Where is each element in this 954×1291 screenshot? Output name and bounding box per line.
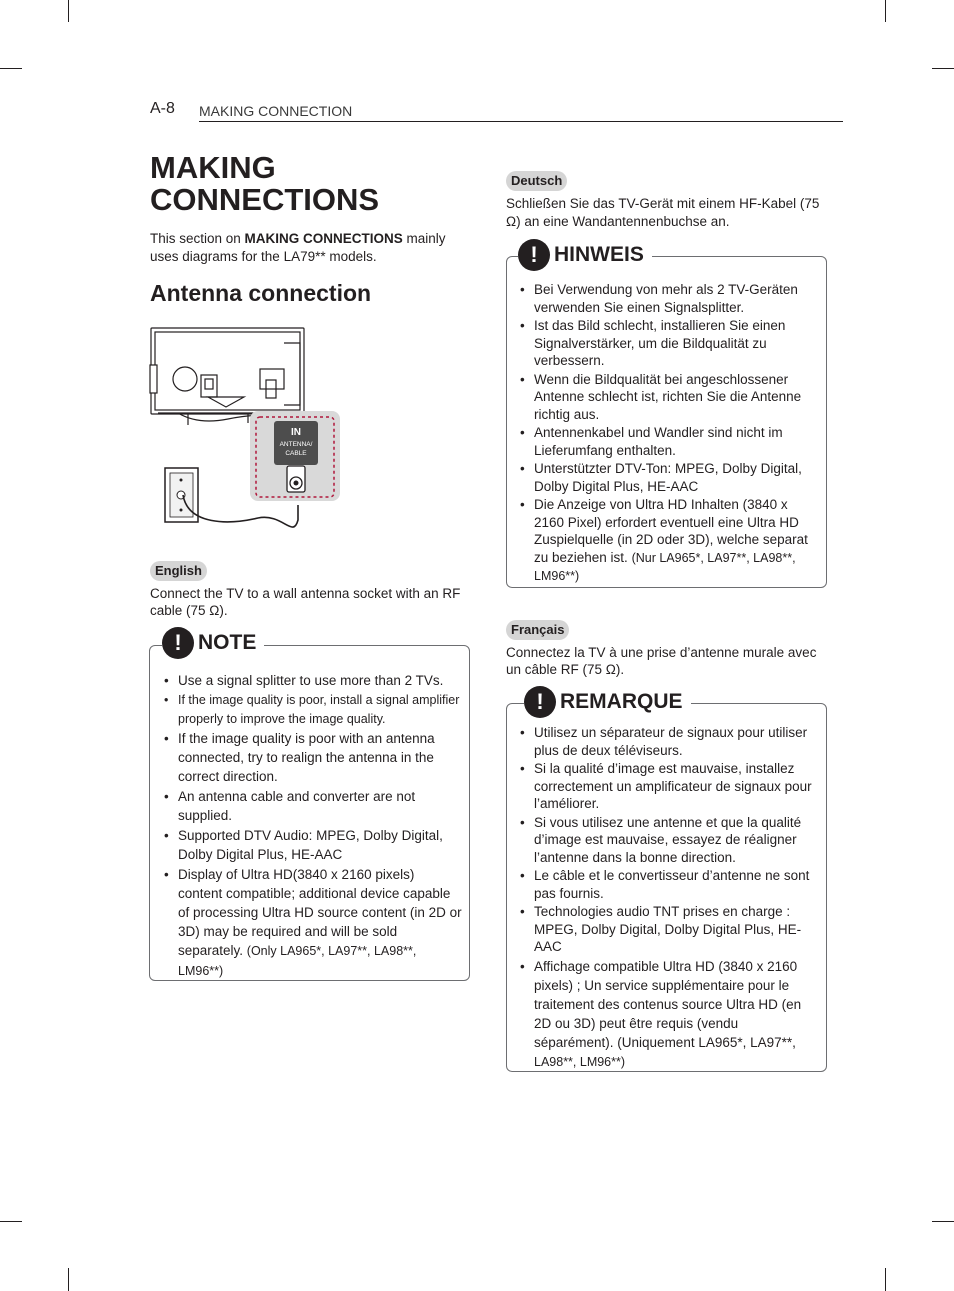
running-header: MAKING CONNECTION bbox=[199, 103, 353, 119]
hinweis-box-title: HINWEIS bbox=[554, 243, 644, 266]
intro-paragraph bbox=[150, 230, 475, 266]
list-item: • Bei Verwendung von mehr als 2 TV-Geräten verwenden Sie einen Signalsplitter. bbox=[520, 281, 818, 317]
section-heading: Antenna connection bbox=[150, 280, 372, 306]
list-item: • Antennenkabel und Wandler sind nicht im Lieferumfang enthalten. bbox=[520, 424, 818, 460]
crop-mark bbox=[68, 1268, 69, 1291]
header-rule bbox=[199, 121, 843, 122]
language-label-english: English bbox=[150, 561, 207, 581]
list-item: • Affichage compatible Ultra HD (3840 x 2160 pixels) ; Un service supplémentaire pour le traitement des contenus source Ultra HD (en 2D ou 3D) peut être requis (vendu séparément). (Uniquement LA965*, LA97**, LA98**, LM96**) bbox=[520, 957, 818, 1072]
list-item: • Si la qualité d’image est mauvaise, installez correctement un amplificateur de signaux pour l’améliorer. bbox=[520, 760, 818, 814]
note-box-title: NOTE bbox=[198, 631, 257, 654]
list-item: • Die Anzeige von Ultra HD Inhalten (3840 x 2160 Pixel) erfordert eventuell eine Ultra HD Zuspielquelle (in 2D oder 3D), welche separat zu beziehen ist. (Nur LA965*, LA97**, LA98**, LM96**) bbox=[520, 496, 818, 586]
hinweis-box-header bbox=[518, 239, 652, 271]
list-item: • Display of Ultra HD(3840 x 2160 pixels) content compatible; additional device capable of processing Ultra HD source content (in 2D or 3D) may be required and will be sold separately. (Only LA965*, LA97**, LA98**, LM96**) bbox=[164, 865, 462, 981]
list-item: • Si vous utilisez une antenne et que la qualité d’image est mauvaise, essayez de réaligner l’antenne dans la bonne direction. bbox=[520, 814, 818, 868]
list-item: • If the image quality is poor, install a signal amplifier properly to improve the image quality. bbox=[164, 691, 462, 729]
port-callout bbox=[250, 411, 340, 501]
exclamation-icon: ! bbox=[518, 239, 550, 271]
language-label-deutsch: Deutsch bbox=[506, 171, 567, 191]
wall-antenna-socket bbox=[165, 468, 198, 522]
note-box-header bbox=[162, 627, 264, 659]
crop-mark bbox=[932, 1221, 954, 1222]
list-item: • Ist das Bild schlecht, installieren Sie einen Signalverstärker, um die Bildqualität zu verbessern. bbox=[520, 317, 818, 371]
language-label-francais: Français bbox=[506, 620, 569, 640]
list-item: • If the image quality is poor with an antenna connected, try to realign the antenna in the correct direction. bbox=[164, 729, 462, 787]
exclamation-icon: ! bbox=[524, 686, 556, 718]
crop-mark bbox=[885, 1268, 886, 1291]
crop-mark bbox=[68, 0, 69, 22]
list-item: • Le câble et le convertisseur d’antenne ne sont pas fournis. bbox=[520, 867, 818, 903]
antenna-connection-diagram bbox=[148, 325, 344, 547]
list-item: • Unterstützter DTV-Ton: MPEG, Dolby Digital, Dolby Digital Plus, HE-AAC bbox=[520, 460, 818, 496]
crop-mark bbox=[0, 68, 22, 69]
crop-mark bbox=[932, 68, 954, 69]
port-label-line1: ANTENNA/ bbox=[279, 441, 313, 448]
francais-instruction: Connectez la TV à une prise d’antenne murale avec un câble RF (75 Ω). bbox=[506, 645, 817, 677]
remarque-list bbox=[520, 724, 818, 1072]
port-label-line2: CABLE bbox=[285, 450, 307, 457]
crop-mark bbox=[885, 0, 886, 22]
deutsch-instruction: Schließen Sie das TV-Gerät mit einem HF-Kabel (75 Ω) an eine Wandantennenbuchse an. bbox=[506, 196, 820, 229]
port-label-in: IN bbox=[291, 427, 301, 438]
remarque-box-header bbox=[524, 686, 691, 718]
page-title bbox=[150, 152, 379, 216]
page-title-line2: CONNECTIONS bbox=[150, 182, 380, 217]
list-item: • An antenna cable and converter are not supplied. bbox=[164, 787, 462, 826]
intro-suffix: mainly uses diagrams for the LA79** models. bbox=[150, 231, 446, 264]
remarque-box-title: REMARQUE bbox=[560, 690, 683, 713]
list-item: • Technologies audio TNT prises en charge : MPEG, Dolby Digital, Dolby Digital Plus, HE-AAC bbox=[520, 903, 818, 957]
note-list bbox=[164, 671, 462, 981]
exclamation-icon: ! bbox=[162, 627, 194, 659]
page-number: A-8 bbox=[150, 100, 175, 117]
intro-prefix: This section on bbox=[150, 231, 245, 246]
list-item: • Wenn die Bildqualität bei angeschlossener Antenne schlecht ist, richten Sie die Antenne richtig aus. bbox=[520, 371, 818, 425]
tv-rear-panel bbox=[150, 328, 304, 425]
list-item: • Use a signal splitter to use more than 2 TVs. bbox=[164, 671, 462, 691]
intro-bold: MAKING CONNECTIONS bbox=[244, 231, 403, 246]
english-instruction: Connect the TV to a wall antenna socket with an RF cable (75 Ω). bbox=[150, 586, 461, 618]
page-title-line1: MAKING bbox=[150, 150, 276, 185]
hinweis-list bbox=[520, 281, 818, 586]
list-item: • Utilisez un séparateur de signaux pour utiliser plus de deux téléviseurs. bbox=[520, 724, 818, 760]
crop-mark bbox=[0, 1221, 22, 1222]
list-item: • Supported DTV Audio: MPEG, Dolby Digital, Dolby Digital Plus, HE-AAC bbox=[164, 826, 462, 865]
